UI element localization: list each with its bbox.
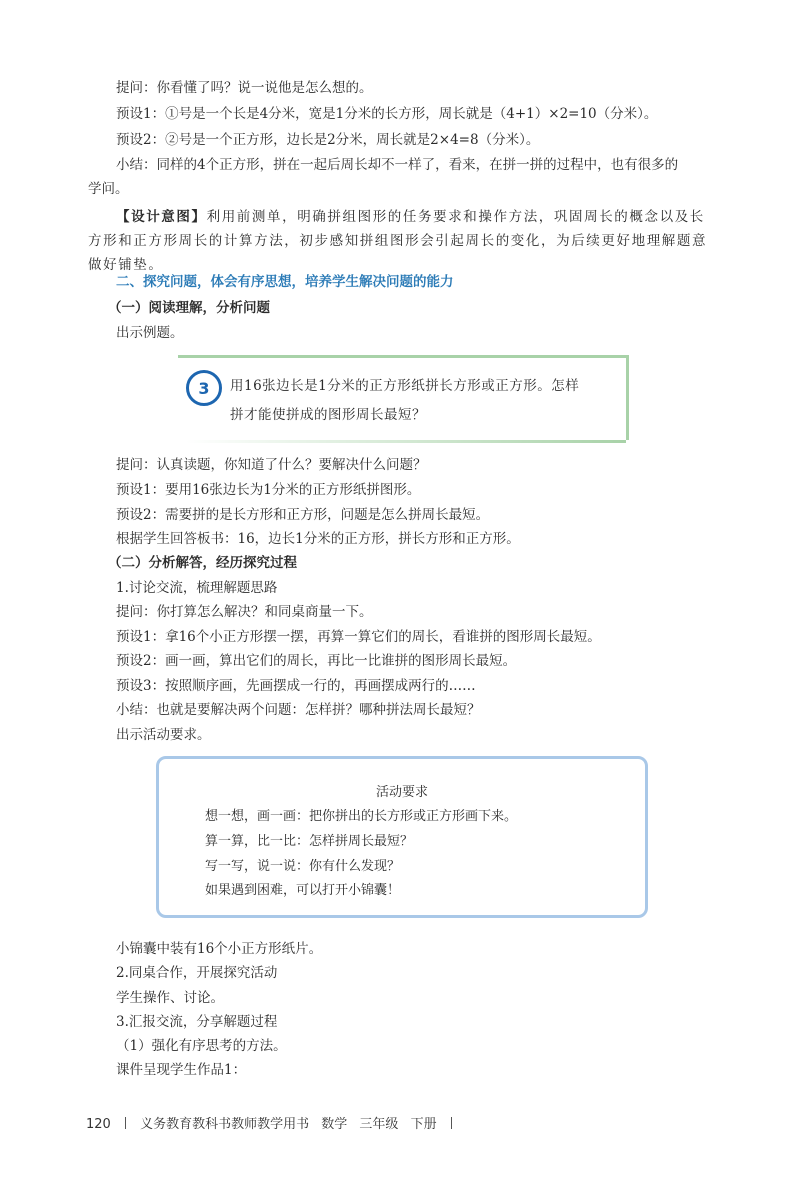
- question-1: 提问：你看懂了吗？说一说他是怎么想的。: [116, 80, 373, 96]
- page-footer: [86, 1113, 462, 1132]
- subject: 数学: [321, 1117, 348, 1132]
- example-box: [178, 355, 629, 440]
- example-text: [230, 372, 579, 430]
- summary-line-1: 小结：同样的4个正方形，拼在一起后周长却不一样了，看来，在拼一拼的过程中，也有很多的: [116, 157, 679, 173]
- activity-requirements-box: [156, 756, 648, 918]
- page-number: 120: [86, 1117, 111, 1132]
- summary-line-2: 学问。: [88, 181, 129, 197]
- summary-2: 小结：也就是要解决两个问题：怎样拼？哪种拼法周长最短？: [116, 702, 481, 718]
- activity-item: 如果遇到困难，可以打开小锦囊！: [205, 883, 401, 898]
- preset-4: 预设2：需要拼的是长方形和正方形，问题是怎么拼周长最短。: [116, 507, 490, 523]
- example-line-1: 用16张边长是1分米的正方形纸拼长方形或正方形。怎样: [230, 378, 580, 394]
- preset-3: 预设1：要用16张边长为1分米的正方形纸拼图形。: [116, 482, 421, 498]
- student-operation: 学生操作、讨论。: [116, 990, 224, 1006]
- design-intent-label: 【设计意图】: [116, 209, 207, 225]
- step-3: 3.汇报交流，分享解题过程: [116, 1014, 278, 1030]
- step-2: 2.同桌合作，开展探究活动: [116, 965, 278, 981]
- preset-6: 预设2：画一画，算出它们的周长，再比一比谁拼的图形周长最短。: [116, 653, 517, 669]
- design-intent: [88, 205, 716, 277]
- question-2: 提问：认真读题，你知道了什么？要解决什么问题？: [116, 457, 427, 473]
- section-heading-2: 二、探究问题，体会有序思想，培养学生解决问题的能力: [116, 274, 454, 290]
- subsection-heading-1: （一）阅读理解，分析问题: [108, 300, 270, 316]
- example-number-badge: 3: [186, 370, 222, 406]
- sub-step-1: （1）强化有序思考的方法。: [116, 1038, 287, 1054]
- activity-item: 写一写，说一说：你有什么发现？: [205, 859, 401, 874]
- step-1: 1.讨论交流，梳理解题思路: [116, 580, 278, 596]
- preset-1: 预设1：①号是一个长是4分米，宽是1分米的长方形，周长就是（4+1）×2=10（分米）。: [116, 106, 658, 122]
- preset-5: 预设1：拿16个小正方形摆一摆，再算一算它们的周长，看谁拼的图形周长最短。: [116, 629, 601, 645]
- question-3: 提问：你打算怎么解决？和同桌商量一下。: [116, 604, 373, 620]
- activity-item: 想一想，画一画：把你拼出的长方形或正方形画下来。: [205, 809, 518, 824]
- footer-separator: [125, 1117, 126, 1129]
- design-intent-text: 利用前测单，明确拼组图形的任务要求和操作方法，巩固周长的概念以及长方形和正方形周长的计算方法，初步感知拼组图形会引起周长的变化，为后续更好地理解题意做好铺垫。: [88, 209, 708, 273]
- book-title: 义务教育教科书教师教学用书: [140, 1117, 310, 1132]
- show-activity: 出示活动要求。: [116, 727, 211, 743]
- preset-2: 预设2：②号是一个正方形，边长是2分米，周长就是2×4=8（分米）。: [116, 132, 540, 148]
- footer-separator: [451, 1117, 452, 1129]
- courseware-work-1: 课件呈现学生作品1：: [116, 1062, 247, 1078]
- activity-item: 算一算，比一比：怎样拼周长最短？: [205, 834, 414, 849]
- kit-note: 小锦囊中装有16个小正方形纸片。: [116, 941, 323, 957]
- grade: 三年级: [359, 1117, 399, 1132]
- activity-title: 活动要求: [375, 785, 428, 800]
- preset-7: 预设3：按照顺序画，先画摆成一行的，再画摆成两行的……: [116, 678, 476, 694]
- board-notes: 根据学生回答板书：16，边长1分米的正方形，拼长方形和正方形。: [116, 531, 520, 547]
- volume: 下册: [410, 1117, 437, 1132]
- example-box-bottom-border: [186, 440, 626, 443]
- show-example: 出示例题。: [116, 325, 184, 341]
- subsection-heading-2: （二）分析解答，经历探究过程: [108, 555, 297, 571]
- example-line-2: 拼才能使拼成的图形周长最短？: [230, 407, 426, 423]
